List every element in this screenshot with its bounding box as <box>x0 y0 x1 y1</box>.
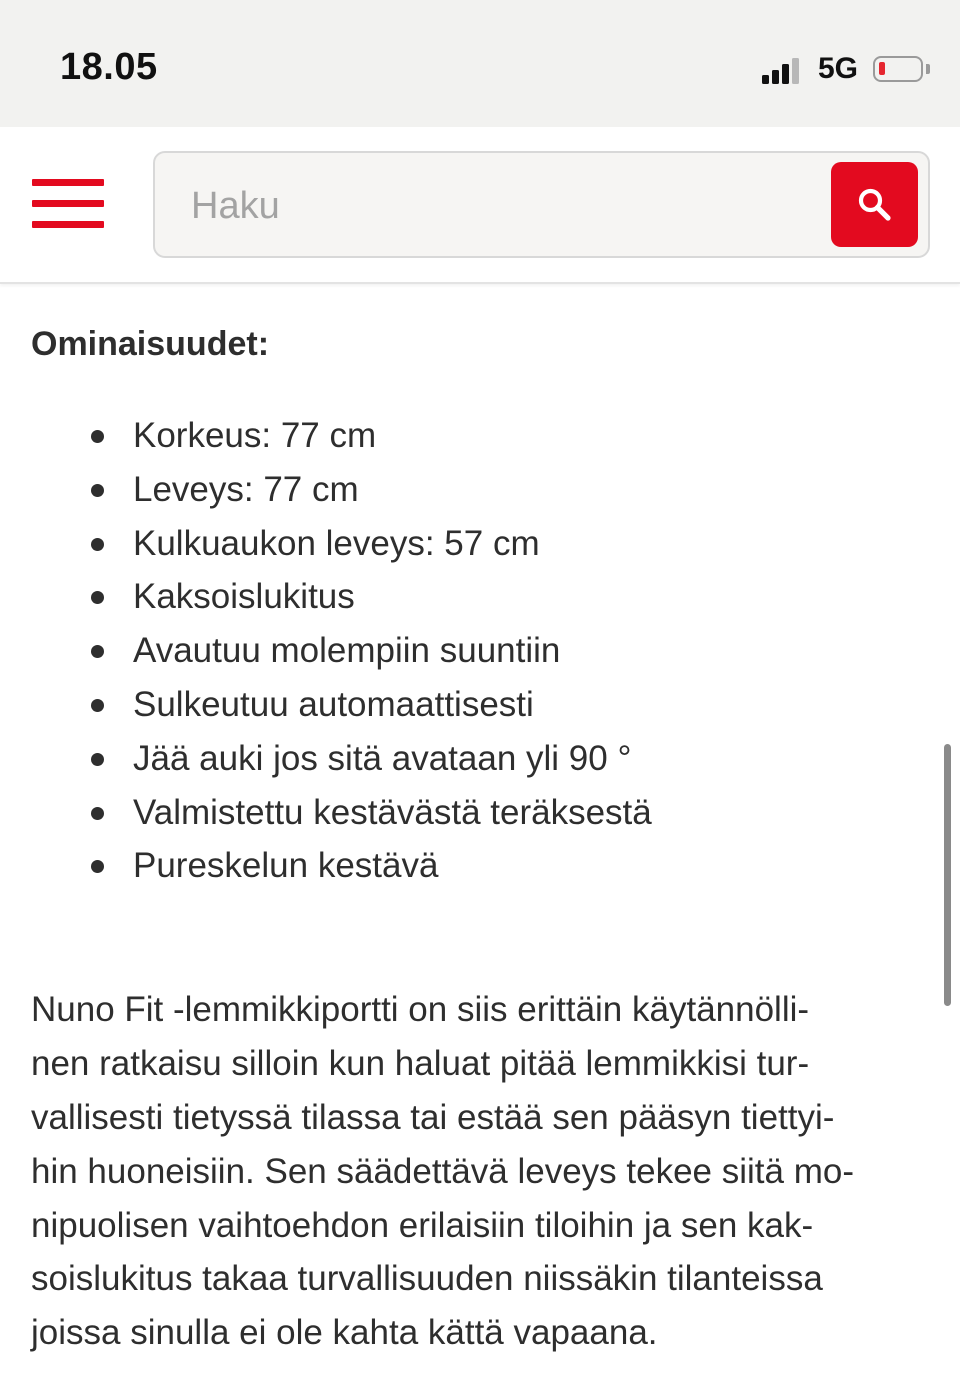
feature-text: Kulkuaukon leveys: 57 cm <box>133 523 540 563</box>
site-header <box>0 127 960 284</box>
paragraph-line: vallisesti tietyssä tilassa tai estää sen pääsyn tiettyi- <box>31 1097 835 1137</box>
battery-cap <box>926 64 930 74</box>
bullet-icon <box>91 591 104 604</box>
bullet-icon <box>91 860 104 873</box>
feature-text: Korkeus: 77 cm <box>133 416 377 455</box>
feature-text: Avautuu molempiin suuntiin <box>133 631 561 671</box>
bullet-icon <box>91 753 104 766</box>
search-bar <box>153 151 930 258</box>
features-heading: Ominaisuudet: <box>31 325 270 363</box>
page-scrollbar[interactable] <box>944 744 951 1006</box>
bullet-icon <box>91 430 104 443</box>
bullet-icon <box>91 807 104 820</box>
paragraph-line: joissa sinulla ei ole kahta kättä vapaana. <box>31 1313 658 1353</box>
cellular-signal-icon <box>762 58 808 84</box>
feature-text: Valmistettu kestävästä teräksestä <box>133 792 652 832</box>
battery-icon <box>873 56 923 82</box>
battery-level <box>879 62 885 75</box>
hamburger-menu-icon[interactable] <box>32 179 104 229</box>
bullet-icon <box>91 538 104 551</box>
feature-text: Sulkeutuu automaattisesti <box>133 684 534 724</box>
paragraph-line: nen ratkaisu silloin kun haluat pitää lemmikkisi tur- <box>31 1043 810 1083</box>
feature-text: Leveys: 77 cm <box>133 469 359 509</box>
bullet-icon <box>91 484 104 497</box>
search-icon <box>857 187 893 223</box>
paragraph-line: nipuolisen vaihtoehdon erilaisiin tiloihin ja sen kak- <box>31 1205 814 1245</box>
bullet-icon <box>91 699 104 712</box>
paragraph-line: soislukitus takaa turvallisuuden niissäkin tilanteissa <box>31 1259 823 1299</box>
bullet-icon <box>91 645 104 658</box>
paragraph-line: hin huoneisiin. Sen säädettävä leveys tekee siitä mo- <box>31 1151 854 1191</box>
search-button[interactable] <box>831 162 918 247</box>
status-time: 18.05 <box>60 46 158 88</box>
feature-text: Jää auki jos sitä avataan yli 90 ° <box>133 738 632 778</box>
feature-text: Kaksoislukitus <box>133 577 355 617</box>
search-input[interactable] <box>189 175 793 237</box>
feature-text: Pureskelun kestävä <box>133 846 439 886</box>
description-paragraph <box>31 983 931 1360</box>
paragraph-line: Nuno Fit -lemmikkiportti on siis erittäin käytännölli- <box>31 990 810 1029</box>
status-bar <box>0 0 960 127</box>
network-type: 5G <box>818 52 859 85</box>
